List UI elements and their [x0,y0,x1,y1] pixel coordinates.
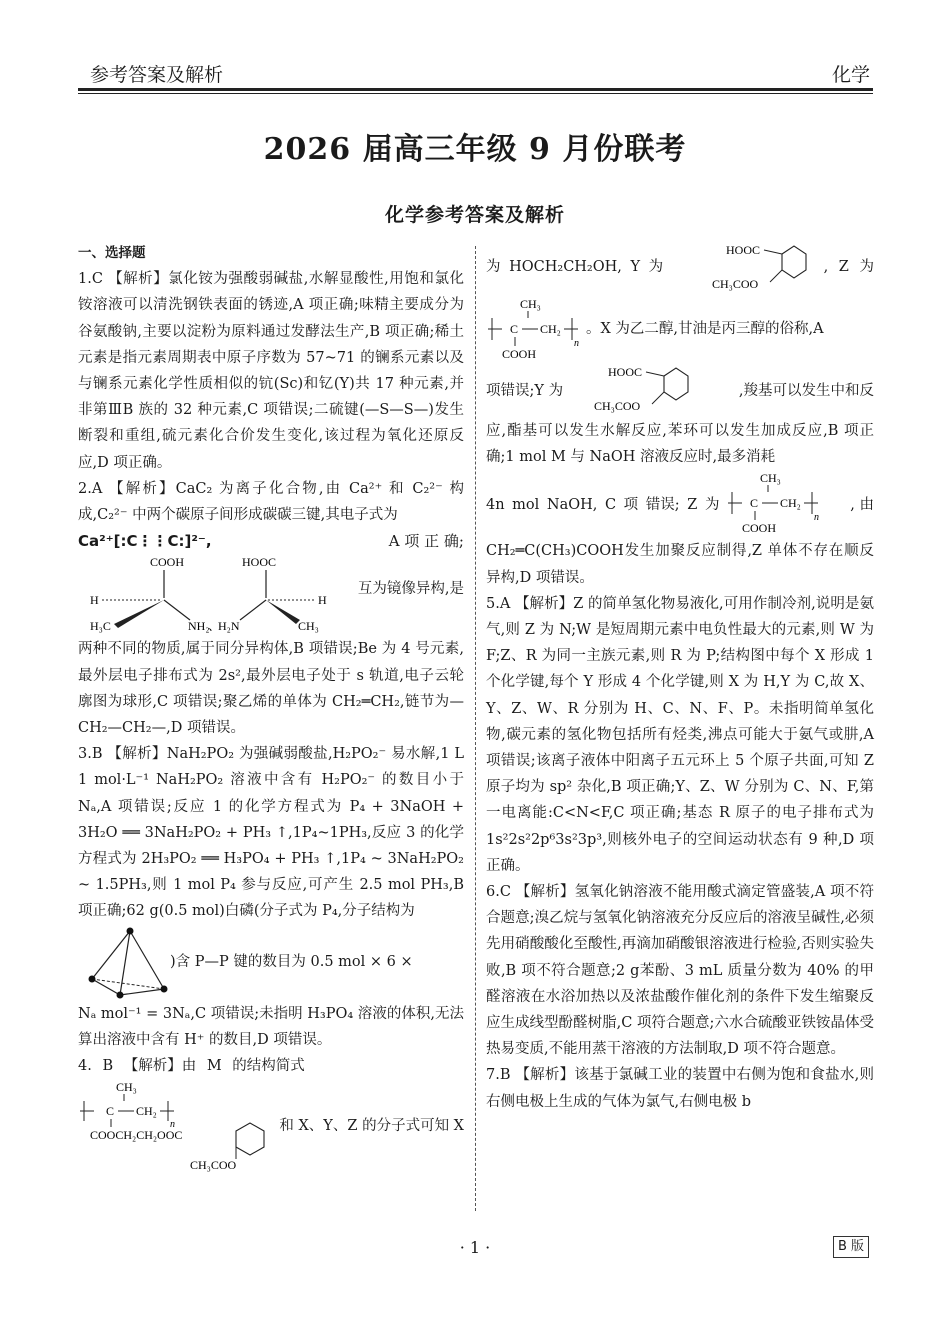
polymer-m-structure-line [78,1079,464,1177]
h3c-label-left: H₃C [90,619,111,634]
mirror-isomer-line [78,554,464,636]
m-c: C [106,1104,115,1119]
white-phosphorus-tetrahedron [80,925,170,999]
header-rule-thin [78,93,873,94]
z2-n: n [814,512,819,524]
z1-c: C [510,322,519,336]
answer-5: 5.A 【解析】Z 的简单氢化物易液化,可用作制冷剂,说明是氨气,则 Z 为 N;W 是短周期元素中电负性最大的元素,则 W 为 F;Z、R 为同一主族元素,则 R 为 P;结构图中每个 X 形成 1 个化学键,每个 Y 形成 4 个化学键,则 X 为 H,Y 为 C,故 X、Y、Z、W、R 分别为 H、C、N、F、P。未指明简单氢化物,碳元素的氢化物包括所有烃类,沸点可能大于氨气或肼,A 项错误;该离子液体中阳离子五元环上 5 个原子共面,可知 Z 原子均为 sp² 杂化,B 项正确;Y、Z、W 分别为 C、N、F,第一电离能:C<N<F,C 项正确;基态 R 原子的电子排布式为 1s²2s²2p⁶3s²3p³,则核外电子的空间运动状态有 9 种,D 项正确。 [486,595,874,874]
answer-4-c-tail: , 由 [850,497,874,514]
answer-2-part-b: 两种不同的物质,属于同分异构体,B 项错误;Be 为 4 号元素,最外层电子排布式为 2s²,最外层电子处于 s 轨道,电子云轮廓图为球形,C 项错误;聚乙烯的单体为 CH₂═CH₂,链节为—CH₂—CH₂—,D 项错误。 [78,641,464,737]
answer-4-b: 应,酯基可以发生水解反应,苯环可以发生加成反应,B 项正确;1 mol M 与 NaOH 溶液反应时,最多消耗 [486,423,874,466]
z-polymer-structure [486,296,596,362]
answer-4-part-a: 4. B 【解析】由 M 的结构简式 [78,1058,305,1075]
answer-1: 1.C 【解析】氯化铵为强酸弱碱盐,水解显酸性,用饱和氯化铵溶液可以清洗钢铁表面的锈迹,A 项正确;味精主要成分为谷氨酸钠,主要以淀粉为原料通过发酵法生产,B 项正确;稀土元素是指元素周期表中原子序数为 57~71 的镧系元素以及与镧系元素化学性质相似的钪(Sc)和钇(Y)共 17 种元素,并非第ⅢB 族的 32 种元素,C 项错误;二硫键(—S—S—)发生断裂和重组,硫元素化合价发生变化,该过程为氧化还原反应,D 项正确。 [78,271,464,471]
edition-badge: B 版 [833,1236,869,1258]
right-column [486,240,874,1115]
polymer-m-structure [78,1079,278,1177]
answer-2-part-a: 2.A 【解析】CaC₂ 为离子化合物,由 Ca²⁺ 和 C₂²⁻ 构成,C₂²⁻ 中两个碳原子间形成碳碳三键,其电子式为 [78,480,464,524]
z1-ch3: CH₃ [520,297,541,311]
header-right: 化学 [832,64,871,86]
answer-3-part-c: Nₐ mol⁻¹ = 3Nₐ,C 项错误;未指明 H₃PO₄ 溶液的体积,无法算出溶液中含有 H⁺ 的数目,D 项错误。 [78,1005,464,1048]
nh2-label-left: NH₂ [188,619,210,634]
z-polymer-structure-2 [726,470,836,538]
y-structure-1 [708,240,818,296]
answer-4-part-b: 和 X、Y、Z 的分子式可知 X [279,1118,464,1135]
column-separator [475,246,476,1211]
h-label-left: H [90,593,99,608]
answer-4-c: 4n mol NaOH, C 项 错误; Z 为 [486,497,720,514]
mirror-isomer-text: 互为镜像异构,是 [357,581,464,598]
hooc-label-right: HOOC [242,555,277,570]
ch3-label-right: CH₃ [298,619,319,634]
m-ch3coo: CH₃COO [190,1158,237,1173]
p4-structure-line [78,925,464,1001]
cac2-electron-formula: Ca²⁺[:C⋮⋮C:]²⁻, [78,532,212,551]
answer-4-y-explain: ,羧基可以发生中和反 [738,383,874,399]
y-line [486,362,874,418]
z1-n: n [574,338,579,349]
header-left: 参考答案及解析 [90,64,224,86]
z1-cooh: COOH [502,347,537,361]
separator-label: 、 [208,619,221,634]
answer-4-z: , Z 为 [823,259,874,275]
answer-4-d: CH₂═C(CH₃)COOH发生加聚反应制得,Z 单体不存在顺反异构,D 项错误。 [486,543,874,586]
z2-cooh: COOH [742,521,777,536]
left-column [78,240,464,1177]
answer-3-part-a: 3.B 【解析】NaH₂PO₂ 为强碱弱酸盐,H₂PO₂⁻ 易水解,1 L 1 mol·L⁻¹ NaH₂PO₂ 溶液中含有 H₂PO₂⁻ 的数目小于 Nₐ,A 项错误;反应 1 的化学方程式为 P₄ + 3NaOH + 3H₂O ══ 3NaH₂PO₂ + PH₃ ↑,1P₄~1PH₃,反应 3 的化学方程式为 2H₃PO₂ ══ H₃PO₄ + PH₃ ↑,1P₄ ~ 3NaH₂PO₂ ~ 1.5PH₃,则 1 mol P₄ 参与反应,可产生 2.5 mol PH₃,B 项正确;62 g(0.5 mol)白磷(分子式为 P₄,分子结构为 [78,746,464,920]
answer-4-y: 项错误;Y 为 [486,383,564,399]
page-title: 2026 届高三年级 9 月份联考 [263,132,687,167]
m-ch2: CH₂ [136,1104,157,1119]
answer-2-a-correct: A 项 正 确; [388,532,464,551]
z-line [486,470,874,538]
y2-hooc: HOOC [608,365,643,379]
m-n: n [170,1119,175,1131]
x-y-line [486,240,874,296]
y1-hooc: HOOC [726,243,761,257]
z2-ch3: CH₃ [760,471,781,486]
page-number: · 1 · [459,1238,491,1257]
page-subtitle: 化学参考答案及解析 [384,204,565,226]
h-label-right: H [318,593,327,608]
m-ch3: CH₃ [116,1080,137,1095]
cooh-label-left: COOH [150,555,185,570]
answer-4-x-explain: 。X 为乙二醇,甘油是丙三醇的俗称,A [586,321,824,337]
enantiomer-structures [90,554,330,636]
m-ester-chain: COOCH₂CH₂OOC [90,1128,183,1143]
z2-c: C [750,496,759,511]
answer-7: 7.B 【解析】该基于氯碱工业的装置中右侧为饱和食盐水,则右侧电极上生成的气体为氯气,右侧电极 b [486,1067,874,1110]
y1-ch3coo: CH₃COO [712,277,759,291]
y-structure-2 [582,362,692,418]
z1-ch2: CH₂ [540,322,561,336]
answer-6: 6.C 【解析】氢氧化钠溶液不能用酸式滴定管盛装,A 项不符合题意;溴乙烷与氢氧化钠溶液充分反应后的溶液呈碱性,必须先用硝酸酸化至酸性,再滴加硝酸银溶液进行检验,否则实验失败,B 项不符合题意;2 g苯酚、3 mL 质量分数为 40% 的甲醛溶液在水浴加热以及浓盐酸作催化剂的条件下发生缩聚反应生成线型酚醛树脂,C 项符合题意;六水合硫酸亚铁铵晶体受热易变质,不能用蒸干溶液的方法制取,D 项不符合题意。 [486,884,874,1058]
header-rule-thick [78,88,873,91]
y2-ch3coo: CH₃COO [594,399,641,413]
cac2-electron-formula-line [78,528,464,554]
h2n-label-right: H₂N [218,619,240,634]
z-polymer-line [486,296,874,362]
section-heading: 一、选择题 [78,245,146,261]
answer-3-part-b: )含 P—P 键的数目为 0.5 mol × 6 × [170,953,413,970]
z2-ch2: CH₂ [780,496,801,511]
answer-4-x-y: 为 HOCH₂CH₂OH, Y 为 [486,259,664,275]
